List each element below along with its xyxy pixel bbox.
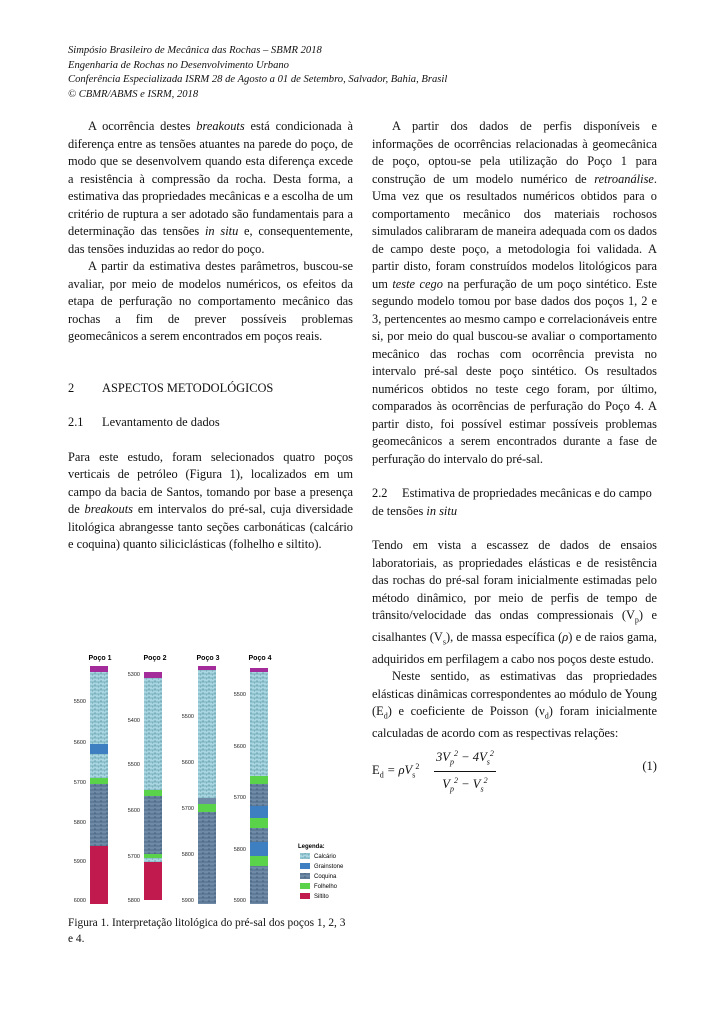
paragraph-retroanalysis: A partir dos dados de perfis disponíveis e informações de ocorrências relacionadas à geomecânica de poço, optou-se pela utilização do Poço 1 para construção de um modelo numérico de retroanálise. Uma vez que os resultados numéricos obtidos para o comportamento mecânico dos materiais rochosos simulados calibraram de maneira adequada com os dados de campo deste poço, a metodologia foi validada. A partir disto, foram construídos modelos litológicos para um teste cego na perfuração de um poço sintético. Este segundo modelo tomou por base dados dos poços 1, 2 e 3, pertencentes ao mesmo campo e correlacionáveis entre si, por meio do qual buscou-se avaliar o comportamento mecânico das rochas com ocorrência prevista no intervalo pré-sal deste poço sintético. Os resultados numéricos obtidos no teste cego foram, por último, comparados às ocorrências de perfuração do Poço 4. A partir disto, foi possível estimar possíveis problemas geomecânicos a serem encontrados durante a fase de perfuração do intervalo do pré-sal. bbox=[372, 119, 657, 466]
paragraph-elastic-properties: Neste sentido, as estimativas das propriedades elásticas dinâmicas correspondentes ao módulo de Young $(E_d)$ e coeficiente de Poisson $(\nu_d)$ foram inicialmente calculadas de acordo com as respectivas relações: bbox=[372, 669, 657, 741]
paragraph-numerical-models: A partir da estimativa destes parâmetros, buscou-se avaliar, por meio de modelos numéricos, os efeitos da etapa de perfuração no comportamento mecânico das rochas a fim de prever possíveis problemas geomecânicos a serem encontrados em poços reais. bbox=[68, 259, 353, 343]
left-column bbox=[68, 118, 353, 554]
well-3-depth-3: 5700 bbox=[181, 806, 194, 812]
well-2-depth-1: 5300 bbox=[127, 672, 140, 678]
equation-denominator: $V_p^2 - V_s^2$ bbox=[442, 776, 488, 794]
header-line-2: Engenharia de Rochas no Desenvolvimento Urbano bbox=[68, 59, 289, 71]
well-1-column bbox=[90, 666, 108, 904]
equation-numerator: $3V_p^2 - 4V_s^2$ bbox=[434, 745, 496, 772]
paragraph-wells-selection: Para este estudo, foram selecionados quatro poços verticais de petróleo (Figura 1), localizados em um campo da bacia de Santos, tomando por base a presença de breakouts em intervalos do pré-sal, cuja diversidade litológica abrangesse tanto seções carbonáticas (calcário e coquina) quanto siliciclásticas (folhelho e siltito). bbox=[68, 449, 353, 551]
section-2-1-heading: 2.1 Levantamento de dados bbox=[68, 415, 220, 429]
well-4-title: Poço 4 bbox=[248, 655, 272, 662]
equation-lhs: $E_d = \rho V_s^2$ bbox=[372, 761, 420, 780]
conference-header bbox=[68, 44, 447, 102]
well-2-column bbox=[144, 672, 162, 900]
well-4-depth-1: 5500 bbox=[233, 692, 246, 698]
equation-1 bbox=[372, 745, 657, 794]
well-1-depth-4: 5800 bbox=[73, 820, 86, 826]
figure-caption: Figura 1. Interpretação litológica do pré-sal dos poços 1, 2, 3 e 4. bbox=[68, 917, 346, 945]
well-3-depth-2: 5600 bbox=[181, 760, 194, 766]
well-4-depth-5: 5900 bbox=[233, 898, 246, 904]
legend-label-grainstone: Grainstone bbox=[314, 864, 344, 870]
well-1-depth-6: 6000 bbox=[73, 898, 86, 904]
section-2-heading: 2 ASPECTOS METODOLÓGICOS bbox=[68, 380, 274, 395]
legend-swatch-coquina bbox=[300, 873, 310, 879]
well-1-depth-5: 5900 bbox=[73, 859, 86, 865]
well-1-title: Poço 1 bbox=[88, 655, 112, 662]
well-3-title: Poço 3 bbox=[196, 655, 220, 662]
lithology-figure bbox=[68, 648, 353, 910]
legend-label-coquina: Coquina bbox=[314, 874, 337, 880]
legend-swatch-grainstone bbox=[300, 863, 310, 869]
legend-swatch-folhelho bbox=[300, 883, 310, 889]
well-2-depth-6: 5800 bbox=[127, 898, 140, 904]
well-4-depth-2: 5600 bbox=[233, 744, 246, 750]
right-column bbox=[372, 118, 657, 794]
equation-number: (1) bbox=[642, 758, 657, 773]
legend-title: Legenda: bbox=[298, 844, 325, 850]
section-2-2-heading: 2.2 Estimativa de propriedades mecânicas e do campo de tensões in situ bbox=[372, 486, 652, 518]
equation-fraction bbox=[434, 745, 496, 798]
well-1-depth-1: 5500 bbox=[73, 699, 86, 705]
legend-label-calcario: Calcário bbox=[314, 854, 337, 860]
legend-swatch-calcario bbox=[300, 853, 310, 859]
well-2-title: Poço 2 bbox=[143, 655, 167, 662]
well-1-depth-2: 5600 bbox=[73, 740, 86, 746]
paragraph-breakouts: A ocorrência destes breakouts está condicionada à diferença entre as tensões atuantes na parede do poço, de modo que se desenvolvem quando esta diferença excede a resistência à compressão da rocha. Desta forma, a estimativa das propriedades mecânicas e a escolha de um critério de ruptura a ser adotado são fundamentais para a determinação das tensões in situ e, consequentemente, das tensões induzidas ao redor do poço. bbox=[68, 119, 353, 256]
well-3-depth-1: 5500 bbox=[181, 714, 194, 720]
lithology-legend bbox=[298, 844, 344, 900]
header-line-4: © CBMR/ABMS e ISRM, 2018 bbox=[68, 88, 199, 100]
well-2-depth-5: 5700 bbox=[127, 854, 140, 860]
well-2-depth-2: 5400 bbox=[127, 718, 140, 724]
legend-label-folhelho: Folhelho bbox=[314, 884, 338, 890]
legend-label-siltito: Siltito bbox=[314, 894, 329, 900]
header-line-3: Conferência Especializada ISRM 28 de Agosto a 01 de Setembro, Salvador, Bahia, Brasil bbox=[68, 74, 448, 85]
well-3-depth-4: 5800 bbox=[181, 852, 194, 858]
well-3-depth-5: 5900 bbox=[181, 898, 194, 904]
header-line-1: Simpósio Brasileiro de Mecânica das Rochas – SBMR 2018 bbox=[68, 45, 322, 56]
well-2-depth-3: 5500 bbox=[127, 762, 140, 768]
well-2-depth-4: 5600 bbox=[127, 808, 140, 814]
well-4-depth-4: 5800 bbox=[233, 847, 246, 853]
lithology-columns bbox=[68, 648, 353, 910]
paragraph-dynamic-method: Tendo em vista a escassez de dados de ensaios laboratoriais, as propriedades elásticas e de resistência das rochas do pré-sal foram inicialmente estimadas pelo método dinâmico, por meio de perfis de tempo de trânsito/velocidade das ondas compressionais $(V_p)$ e cisalhantes $(V_s)$, de massa específica (ρ) e de raios gama, adquiridos em perfilagem a cabo nos poços deste estudo. bbox=[372, 538, 657, 666]
well-4-column bbox=[250, 668, 268, 904]
legend-swatch-siltito bbox=[300, 893, 310, 899]
well-4-depth-3: 5700 bbox=[233, 795, 246, 801]
well-1-depth-3: 5700 bbox=[73, 780, 86, 786]
well-3-column bbox=[198, 666, 216, 904]
